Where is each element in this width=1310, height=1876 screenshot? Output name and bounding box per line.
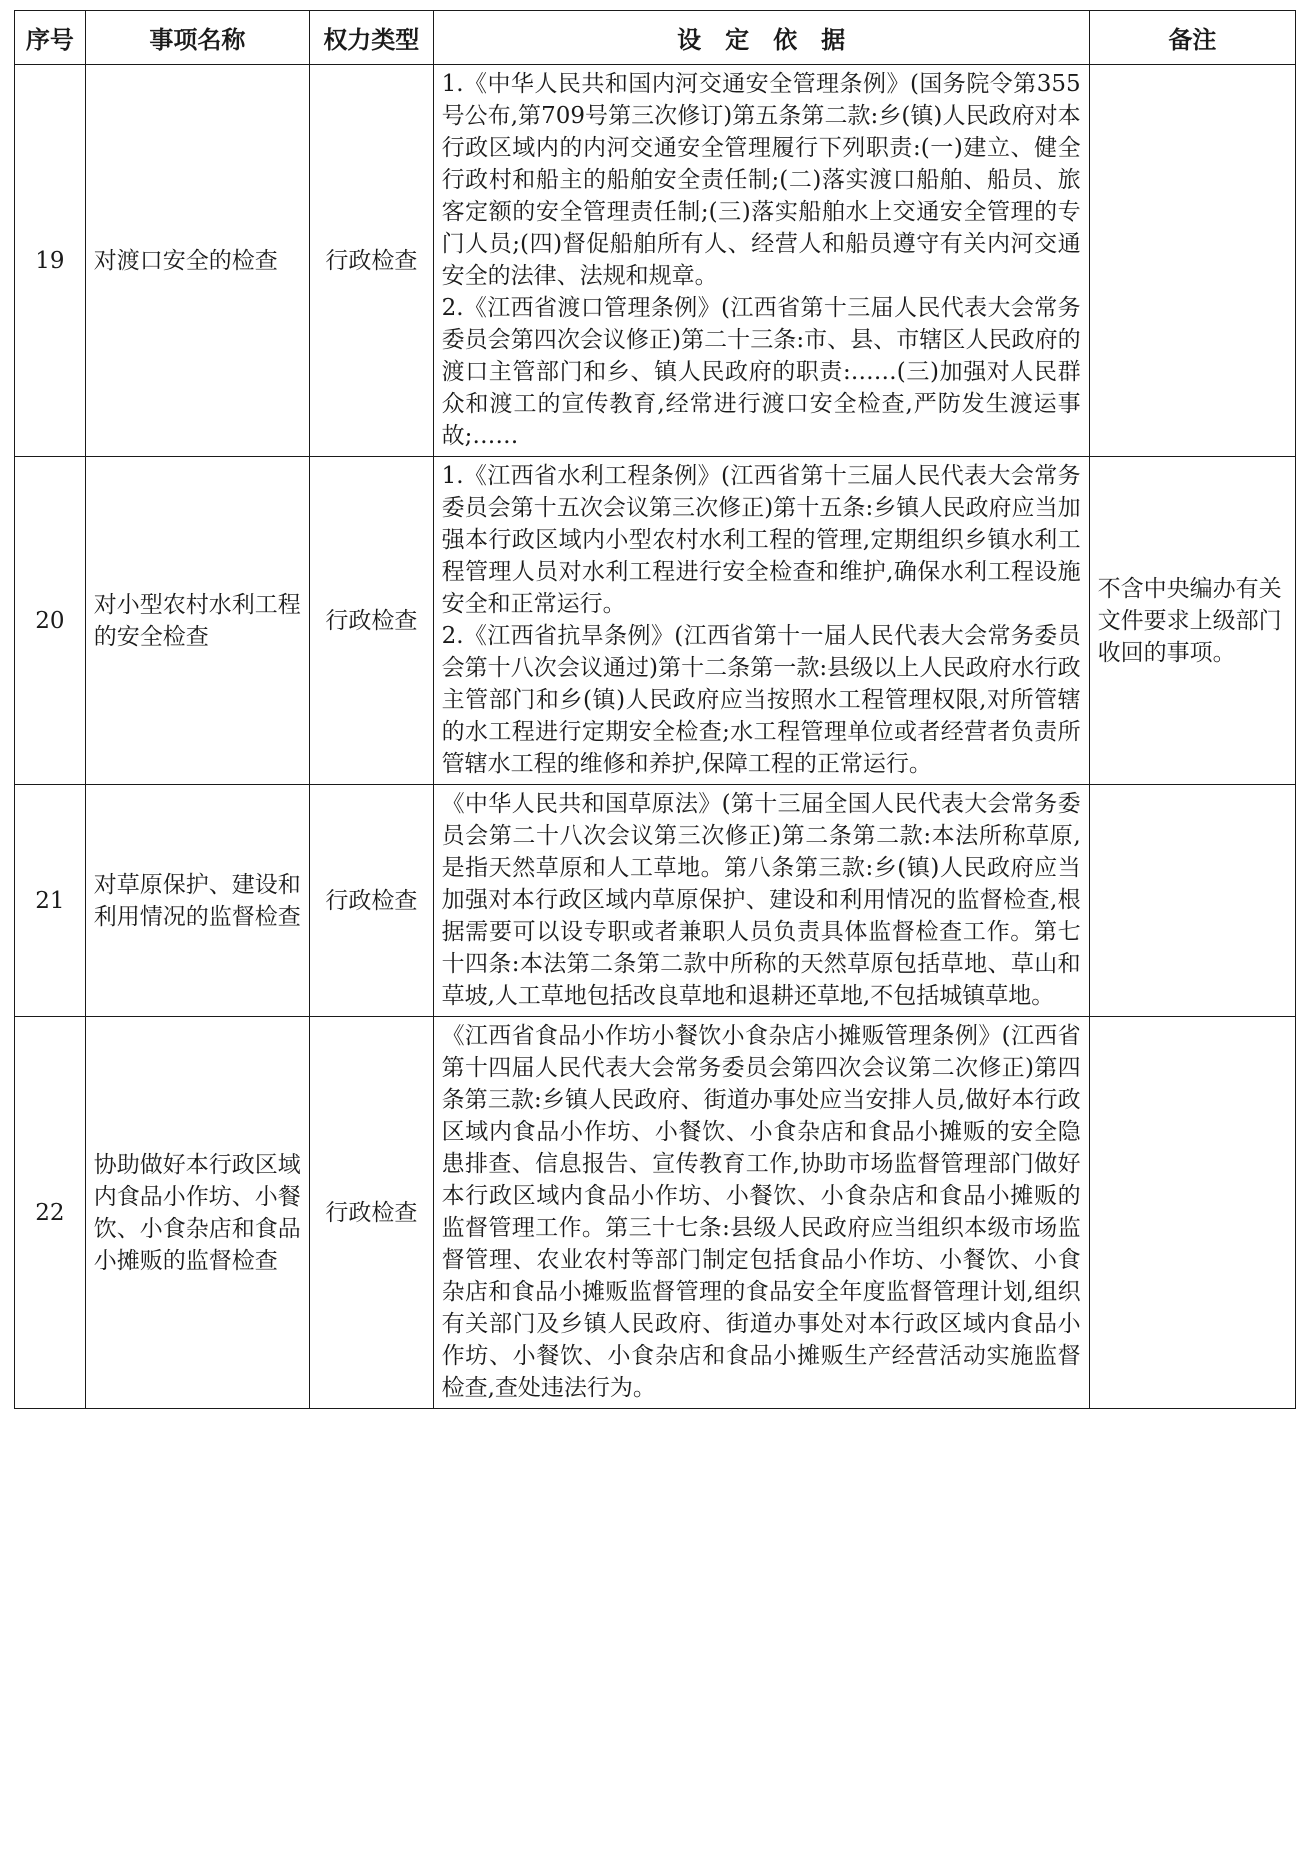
header-note: 备注	[1089, 11, 1295, 65]
header-name: 事项名称	[85, 11, 309, 65]
row-basis	[433, 785, 1089, 1017]
row-seq: 20	[15, 457, 86, 785]
basis-paragraph: 1.《江西省水利工程条例》(江西省第十三届人民代表大会常务委员会第十五次会议第三次修正)第十五条:乡镇人民政府应当加强本行政区域内小型农村水利工程的管理,定期组织乡镇水利工程管理人员对水利工程进行安全检查和维护,确保水利工程设施安全和正常运行。	[441, 463, 1081, 617]
row-item-name: 对小型农村水利工程的安全检查	[85, 457, 309, 785]
row-note: 不含中央编办有关文件要求上级部门收回的事项。	[1089, 457, 1295, 785]
basis-paragraph: 《中华人民共和国草原法》(第十三届全国人民代表大会常务委员会第二十八次会议第三次修正)第二条第二款:本法所称草原,是指天然草原和人工草地。第八条第三款:乡(镇)人民政府应当加强对本行政区域内草原保护、建设和利用情况的监督检查,根据需要可以设专职或者兼职人员负责具体监督检查工作。第七十四条:本法第二条第二款中所称的天然草原包括草地、草山和草坡,人工草地包括改良草地和退耕还草地,不包括城镇草地。	[441, 791, 1081, 1009]
row-seq: 22	[15, 1017, 86, 1409]
header-basis: 设定依据	[433, 11, 1089, 65]
basis-paragraph: 2.《江西省抗旱条例》(江西省第十一届人民代表大会常务委员会第十八次会议通过)第十二条第一款:县级以上人民政府水行政主管部门和乡(镇)人民政府应当按照水工程管理权限,对所管辖的水工程进行定期安全检查;水工程管理单位或者经营者负责所管辖水工程的维修和养护,保障工程的正常运行。	[441, 623, 1081, 777]
row-power-type: 行政检查	[310, 65, 434, 457]
row-basis	[433, 1017, 1089, 1409]
power-list-table	[14, 10, 1296, 1409]
row-basis	[433, 457, 1089, 785]
row-note	[1089, 65, 1295, 457]
table-row	[15, 1017, 1296, 1409]
row-note	[1089, 1017, 1295, 1409]
header-power-type: 权力类型	[310, 11, 434, 65]
row-note	[1089, 785, 1295, 1017]
basis-paragraph: 1.《中华人民共和国内河交通安全管理条例》(国务院令第355号公布,第709号第三次修订)第五条第二款:乡(镇)人民政府对本行政区域内的内河交通安全管理履行下列职责:(一)建立、健全行政村和船主的船舶安全责任制;(二)落实渡口船舶、船员、旅客定额的安全管理责任制;(三)落实船舶水上交通安全管理的专门人员;(四)督促船舶所有人、经营人和船员遵守有关内河交通安全的法律、法规和规章。	[441, 71, 1081, 289]
header-seq: 序号	[15, 11, 86, 65]
row-basis	[433, 65, 1089, 457]
basis-paragraph: 2.《江西省渡口管理条例》(江西省第十三届人民代表大会常务委员会第四次会议修正)第二十三条:市、县、市辖区人民政府的渡口主管部门和乡、镇人民政府的职责:……(三)加强对人民群众和渡工的宣传教育,经常进行渡口安全检查,严防发生渡运事故;……	[441, 295, 1081, 449]
table-row	[15, 785, 1296, 1017]
row-power-type: 行政检查	[310, 785, 434, 1017]
row-item-name: 对渡口安全的检查	[85, 65, 309, 457]
row-item-name: 对草原保护、建设和利用情况的监督检查	[85, 785, 309, 1017]
row-seq: 21	[15, 785, 86, 1017]
row-item-name: 协助做好本行政区域内食品小作坊、小餐饮、小食杂店和食品小摊贩的监督检查	[85, 1017, 309, 1409]
row-seq: 19	[15, 65, 86, 457]
table-row	[15, 65, 1296, 457]
basis-paragraph: 《江西省食品小作坊小餐饮小食杂店小摊贩管理条例》(江西省第十四届人民代表大会常务委员会第四次会议第二次修正)第四条第三款:乡镇人民政府、街道办事处应当安排人员,做好本行政区域内食品小作坊、小餐饮、小食杂店和食品小摊贩的安全隐患排查、信息报告、宣传教育工作,协助市场监督管理部门做好本行政区域内食品小作坊、小餐饮、小食杂店和食品小摊贩的监督管理工作。第三十七条:县级人民政府应当组织本级市场监督管理、农业农村等部门制定包括食品小作坊、小餐饮、小食杂店和食品小摊贩监督管理的食品安全年度监督管理计划,组织有关部门及乡镇人民政府、街道办事处对本行政区域内食品小作坊、小餐饮、小食杂店和食品小摊贩生产经营活动实施监督检查,查处违法行为。	[441, 1023, 1081, 1401]
row-power-type: 行政检查	[310, 457, 434, 785]
table-row	[15, 457, 1296, 785]
table-header-row	[15, 11, 1296, 65]
row-power-type: 行政检查	[310, 1017, 434, 1409]
